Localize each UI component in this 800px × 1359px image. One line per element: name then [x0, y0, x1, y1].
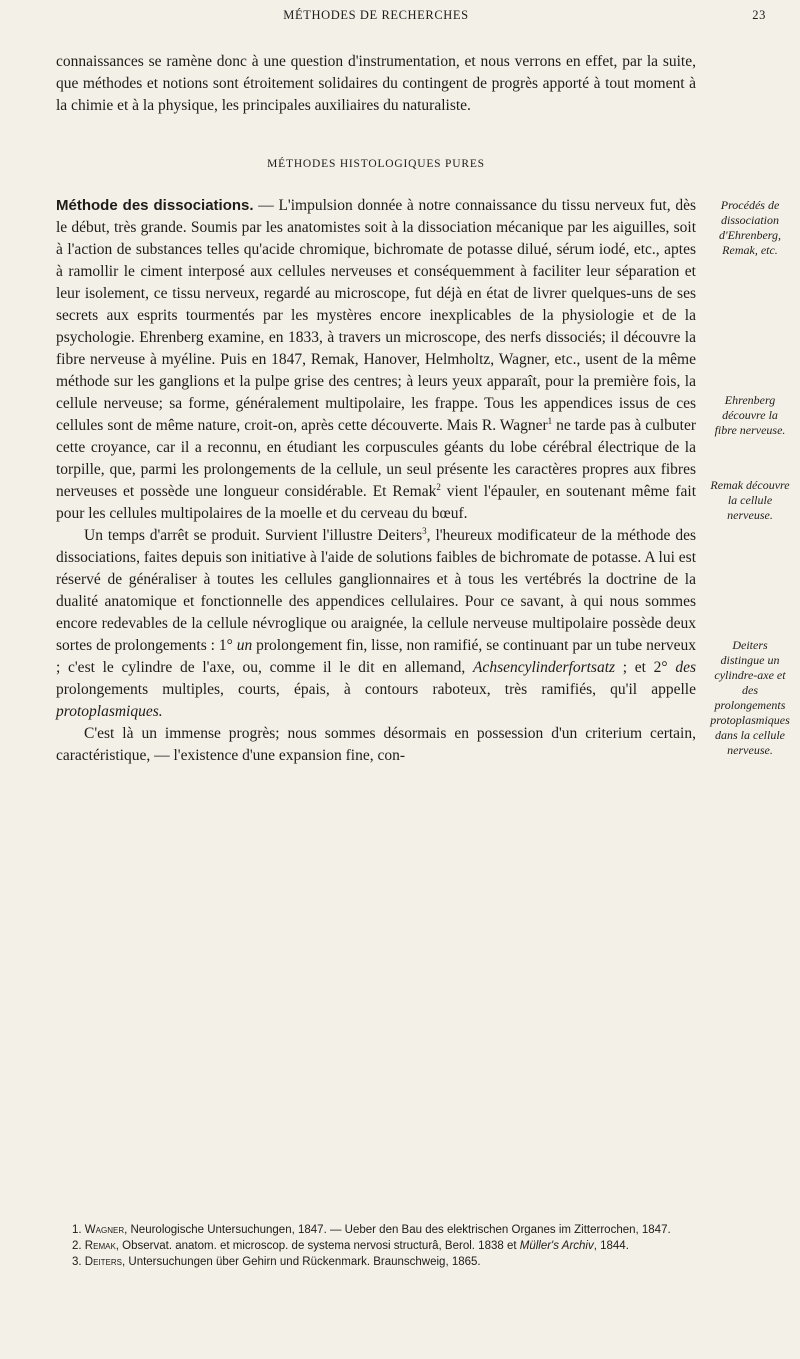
paragraph-1: Méthode des dissociations. — L'impulsion donnée à notre connaissance du tissu nerveux fut, dès le début, très grande. Soumis par les anatomistes soit à la dissociation mécanique par les aiguilles, soit à l'action de substances telles qu'acide chromique, bichromate de potasse dilué, sérum iodé, etc., aptes à ramollir le ciment interposé aux cellules nerveuses et conséquemment à faciliter leur séparation et leur isolement, ce tissu nerveux, regardé au microscope, fut déjà en état de livrer quelques-uns de ses secrets aux esprits tourmentés par les mystères encore inexplicables de la physiologie et de la psychologie. Ehrenberg examine, en 1833, à travers un microscope, des nerfs dissociés; il découvre la fibre nerveuse à myéline. Puis en 1847, Remak, Hanover, Helmholtz, Wagner, etc., usent de la même méthode sur les ganglions et la pulpe grise des centres; à leurs yeux apparaît, pour la première fois, la cellule nerveuse; sa forme, généralement multipolaire, les frappe. Tous les appendices issus de ces cellules sont de même nature, croit-on, après cette découverte. Mais R. Wagner$^1$ ne tarde pas à culbuter cette croyance, car il a reconnu, en étudiant les corpuscules géants du lobe cérébral électrique de la torpille, que, parmi les prolongements de la cellule, un seul présente les caractères propres aux fibres nerveuses et possède une longueur considérable. Et Remak$^2$ vient l'épauler, en soutenant même fait pour les cellules multipolaires de la moelle et du cerveau du bœuf. [56, 197, 696, 522]
section-title: MÉTHODES HISTOLOGIQUES PURES [267, 158, 485, 170]
paragraph-2: Un temps d'arrêt se produit. Survient l'illustre Deiters$^3$, l'heureux modificateur de la méthode des dissociations, faites depuis son initiative à l'aide de solutions faibles de bichromate de potasse. A lui est réservé de généraliser à toutes les cellules ganglionnaires et à tous les vertébrés la doctrine de la dualité anatomique et fonctionnelle des appendices cellulaires. Pour ce savant, à qui nous sommes encore redevables de la cellule névroglique ou araignée, la cellule nerveuse multipolaire possède deux sortes de prolongements : 1° un prolongement fin, lisse, non ramifié, se continuant par un tube nerveux ; c'est le cylindre de l'axe, ou, comme il le dit en allemand, Achsencylinderfortsatz ; et 2° des prolongements multiples, courts, épais, à contours raboteux, très ramifiés, qu'il appelle protoplasmiques. [56, 525, 696, 720]
footnote-ref-1: 1 [547, 415, 553, 426]
section-heading: Méthode des dissociations. [56, 197, 254, 214]
intro-paragraph: connaissances se ramène donc à une question d'instrumentation, et nous verrons en effet, par la suite, que méthodes et notions sont étroitement solidaires du contingent de progrès apporté à tout moment à la chimie et à la physique, les principales auxiliaires du naturaliste. [56, 53, 696, 114]
margin-note-2: Ehrenberg découvre la fibre nerveuse. [714, 393, 786, 437]
main-text [56, 195, 696, 767]
paragraph-3: C'est là un immense progrès; nous sommes désormais en possession d'un criterium certain, caractéristique, — l'existence d'une expansion fine, con- [56, 725, 696, 764]
running-title: MÉTHODES DE RECHERCHES [283, 8, 469, 22]
footnote-ref-3: 3 [422, 525, 427, 536]
margin-note-4: Deiters distingue un cylindre-axe et des prolongements protoplasmiques dans la cellule nerveuse. [710, 638, 790, 757]
footnote-1: 1. Wagner, Neurologische Untersuchungen, 1847. — Ueber den Bau des elektrischen Organes im Zitterrochen, 1847. [72, 1224, 671, 1236]
page-number: 23 [752, 8, 766, 22]
footnote-2: 2. Remak, Observat. anatom. et microscop. de systema nervosi structurâ, Berol. 1838 et Müller's Archiv, 1844. [72, 1240, 629, 1252]
footnotes [72, 1222, 742, 1270]
footnote-ref-2: 2 [436, 481, 441, 492]
margin-note-3: Remak découvre la cellule nerveuse. [710, 478, 790, 522]
margin-note-1: Procédés de dissociation d'Ehrenberg, Remak, etc. [719, 198, 781, 257]
footnote-3: 3. Deiters, Untersuchungen über Gehirn und Rückenmark. Braunschweig, 1865. [72, 1256, 481, 1268]
